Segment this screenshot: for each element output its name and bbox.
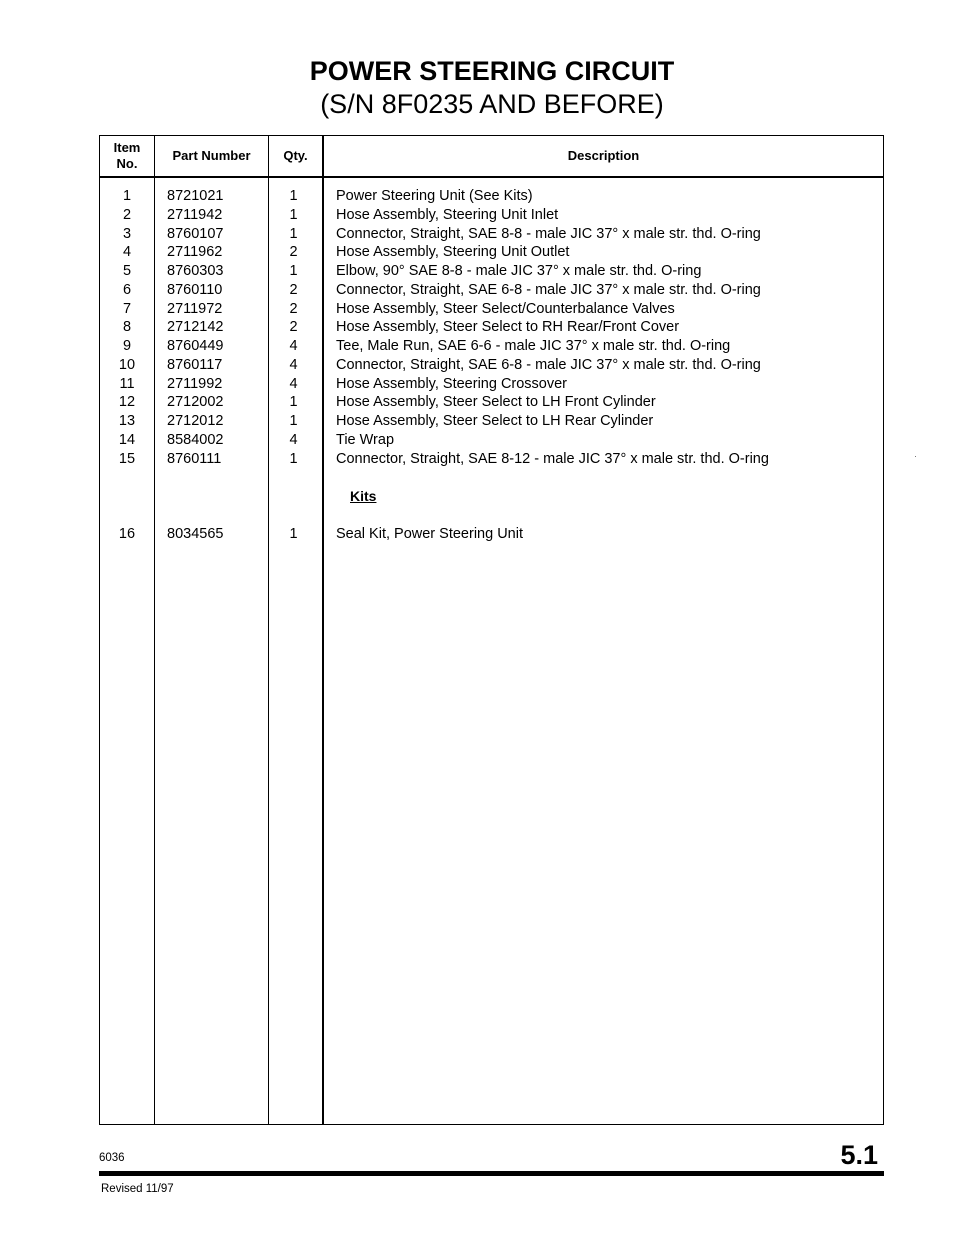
- quantity: 4: [289, 431, 298, 448]
- header-item-line2: No.: [116, 156, 138, 171]
- description: Hose Assembly, Steer Select to LH Front Cylinder: [336, 394, 656, 411]
- description: Seal Kit, Power Steering Unit: [336, 525, 523, 542]
- description: Connector, Straight, SAE 6-8 - male JIC 37° x male str. thd. O-ring: [336, 281, 761, 298]
- item-number: 15: [118, 450, 136, 467]
- part-number: 2712002: [167, 394, 224, 411]
- parts-table: [99, 135, 884, 1125]
- description: Connector, Straight, SAE 6-8 - male JIC 37° x male str. thd. O-ring: [336, 356, 761, 373]
- quantity: 4: [289, 356, 298, 373]
- part-number: 8760110: [167, 281, 223, 298]
- table-row: [100, 450, 883, 469]
- description: Tee, Male Run, SAE 6-6 - male JIC 37° x male str. thd. O-ring: [336, 338, 731, 354]
- document-code: 6036: [99, 1152, 125, 1164]
- table-row: [100, 300, 883, 319]
- page-subtitle: (S/N 8F0235 AND BEFORE): [320, 89, 664, 119]
- header-description: Description: [567, 148, 640, 163]
- item-number: 4: [122, 244, 132, 261]
- description: Tie Wrap: [336, 431, 395, 448]
- item-number: 12: [118, 394, 136, 411]
- item-number: 13: [118, 413, 136, 429]
- table-row: [100, 281, 883, 300]
- item-number: 10: [118, 356, 136, 373]
- header-divider: [100, 176, 883, 178]
- quantity: 1: [289, 450, 298, 467]
- table-row: [100, 243, 883, 262]
- item-number: 14: [118, 431, 136, 448]
- description: Hose Assembly, Steering Crossover: [336, 375, 568, 392]
- header-item-no: [100, 136, 154, 176]
- description: Hose Assembly, Steer Select to LH Rear Cylinder: [336, 413, 654, 429]
- quantity: 4: [289, 338, 298, 354]
- table-row: [100, 337, 883, 356]
- part-number: 2711992: [167, 375, 223, 392]
- description: Hose Assembly, Steering Unit Inlet: [336, 206, 559, 223]
- page-title: POWER STEERING CIRCUIT: [309, 56, 675, 86]
- part-number: 8034565: [167, 525, 224, 542]
- part-number: 8760111: [167, 450, 222, 467]
- header-item-line1: Item: [113, 140, 141, 155]
- part-number: 2712142: [167, 319, 224, 336]
- item-number: 11: [119, 375, 135, 392]
- header-part-number: Part Number: [172, 148, 251, 163]
- quantity: 2: [289, 281, 298, 298]
- revision-date: Revised 11/97: [101, 1183, 174, 1195]
- part-number: 8721021: [167, 188, 224, 204]
- part-number: 2711962: [167, 244, 223, 261]
- part-number: 2711942: [167, 206, 223, 223]
- description: Elbow, 90° SAE 8-8 - male JIC 37° x male str. thd. O-ring: [336, 263, 702, 279]
- table-row: [100, 356, 883, 375]
- quantity: 1: [289, 188, 298, 204]
- footer-rule: [99, 1171, 884, 1176]
- item-number: 6: [122, 281, 132, 298]
- quantity: 1: [289, 225, 298, 242]
- table-row: [100, 262, 883, 281]
- quantity: 1: [289, 206, 298, 223]
- quantity: 1: [289, 413, 298, 429]
- description: Hose Assembly, Steer Select/Counterbalance Valves: [336, 300, 675, 317]
- description: Power Steering Unit (See Kits): [336, 188, 533, 204]
- description: Connector, Straight, SAE 8-8 - male JIC 37° x male str. thd. O-ring: [336, 225, 761, 242]
- table-row: [100, 375, 883, 394]
- quantity: 2: [289, 300, 298, 317]
- table-row: [100, 206, 883, 225]
- part-number: 8760449: [167, 338, 224, 354]
- item-number: 3: [122, 225, 132, 242]
- part-number: 2711972: [167, 300, 223, 317]
- item-number: 9: [122, 338, 132, 354]
- item-number: 5: [122, 263, 132, 279]
- table-row: [100, 187, 883, 206]
- part-number: 8760303: [167, 263, 224, 279]
- part-number: 8760117: [167, 356, 223, 373]
- section-number: 5.1: [840, 1140, 878, 1170]
- quantity: 1: [289, 394, 298, 411]
- quantity: 4: [289, 375, 298, 392]
- table-body: [100, 187, 883, 543]
- table-row: [100, 431, 883, 450]
- table-row: [100, 225, 883, 244]
- item-number: 8: [122, 319, 132, 336]
- quantity: 1: [289, 263, 298, 279]
- quantity: 1: [289, 525, 298, 542]
- item-number: 2: [122, 206, 132, 223]
- table-row: [100, 525, 883, 544]
- part-number: 8584002: [167, 431, 224, 448]
- part-number: 8760107: [167, 225, 224, 242]
- scan-speck: [915, 456, 916, 457]
- quantity: 2: [289, 244, 298, 261]
- table-row: [100, 393, 883, 412]
- table-row: [100, 318, 883, 337]
- spacer-row: [100, 506, 883, 525]
- description: Hose Assembly, Steer Select to RH Rear/Front Cover: [336, 319, 680, 336]
- item-number: 1: [122, 188, 132, 204]
- description: Connector, Straight, SAE 8-12 - male JIC 37° x male str. thd. O-ring: [336, 450, 769, 467]
- quantity: 2: [289, 319, 298, 336]
- kits-heading: Kits: [350, 488, 377, 504]
- table-row: [100, 412, 883, 431]
- header-qty: Qty.: [283, 148, 308, 163]
- spacer-row: [100, 468, 883, 487]
- part-number: 2712012: [167, 413, 224, 429]
- description: Hose Assembly, Steering Unit Outlet: [336, 244, 570, 261]
- kits-heading-row: [100, 487, 883, 506]
- item-number: 16: [118, 525, 136, 542]
- item-number: 7: [122, 300, 132, 317]
